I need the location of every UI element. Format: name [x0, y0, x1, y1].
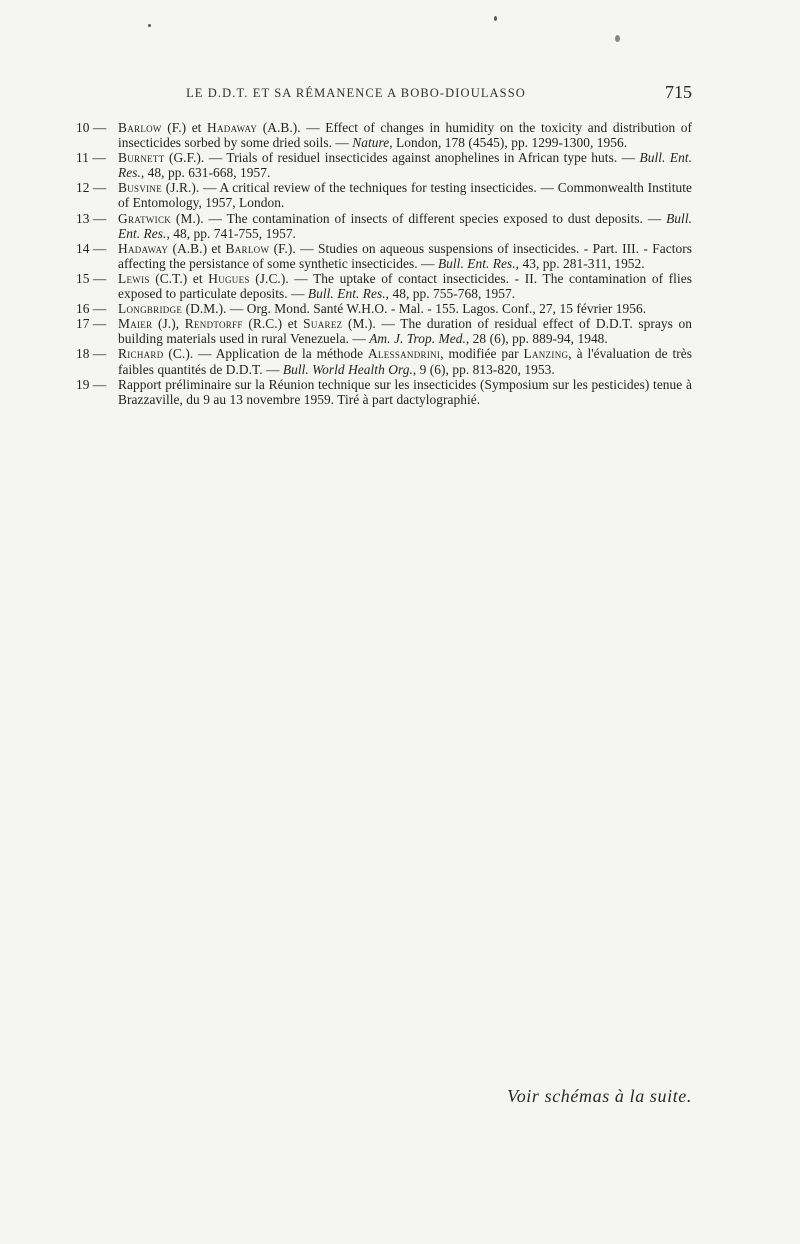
reference-title: — The uptake of contact insecticides. - II. The contamination of flies exposed to particulate deposits. — [118, 270, 692, 302]
journal-name: Nature [352, 135, 390, 151]
page-number: 715 [665, 82, 692, 102]
reference-title: Rapport préliminaire sur la Réunion technique sur les insecticides (Symposium sur les pesticides) tenue à Brazzaville, du 9 au 13 novembre 1959. Tiré à part dactylographié. [118, 376, 692, 407]
journal-name: Bull. Ent. Res. [437, 255, 516, 271]
reference-title: — Application de la méthode [193, 346, 368, 362]
reference-title: — Studies on aqueous suspensions of insecticides. - Part. III. - Factors affecting the persistance of some synthetic insecticides. — [118, 240, 692, 271]
reference-number: 19 — [76, 376, 107, 392]
author-name: Gratwick [118, 210, 172, 226]
reference-title: — A critical review of the techniques for testing insecticides. — Commonwealth Institute of Entomology, 1957, London. [118, 180, 692, 211]
reference-title-continued: , à l'évaluation de très faibles quantités de D.D.T. — [118, 346, 692, 377]
author-initials: (C.). [163, 346, 194, 362]
reference-number: 10 — [76, 120, 107, 135]
author-name: Suarez [303, 316, 343, 332]
reference-title: — The contamination of insects of different species exposed to dust deposits. — [203, 210, 667, 226]
reference-item [76, 120, 692, 150]
publication-details: , 28 (6), pp. 889-94, 1948. [465, 331, 608, 347]
author-initials: (F.). [269, 240, 296, 256]
reference-title: — The duration of residual effect of D.D.T. sprays on building materials used in rural Venezuela. — [118, 316, 693, 347]
publication-details: , 9 (6), pp. 813-820, 1953. [412, 361, 555, 377]
publication-details: , 48, pp. 741-755, 1957. [166, 225, 296, 241]
continuation-note: Voir schémas à la suite. [507, 1086, 692, 1106]
author-initials: (M.). [342, 316, 376, 332]
author-name: Hadaway [118, 240, 169, 256]
author-name: Barlow [118, 120, 162, 135]
reference-number: 13 — [76, 210, 107, 226]
reference-number: 16 — [76, 301, 107, 317]
reference-title: — Org. Mond. Santé W.H.O. - Mal. - 155. Lagos. Conf., 27, 15 février 1956. [226, 301, 647, 317]
journal-name: Bull. Ent. Res. [307, 286, 386, 302]
reference-item [76, 271, 692, 301]
running-title: LE D.D.T. ET SA RÉMANENCE A BOBO-DIOULASSO [186, 86, 526, 100]
author-name: Burnett [118, 150, 165, 166]
author-name: Busvine [118, 180, 163, 196]
reference-item [76, 150, 692, 180]
author-initials: (C.T.) et [149, 270, 209, 286]
reference-title-continued: , modifiée par [440, 346, 524, 362]
reference-item [76, 301, 692, 316]
print-speck [148, 24, 151, 27]
journal-name: Bull. Ent. Res. [118, 210, 692, 241]
author-name: Longbridge [118, 301, 183, 317]
reference-list [76, 120, 692, 407]
reference-title: — Effect of changes in humidity on the toxicity and distribution of insecticides sorbed by some dried soils. — [118, 120, 693, 151]
author-initials: (J.R.). [162, 180, 200, 196]
reference-title: — Trials of residuel insecticides against anophelines in African type huts. — [204, 150, 640, 166]
reference-number: 18 — [76, 346, 107, 362]
author-initials: (J.C.). [249, 270, 289, 286]
print-speck [494, 16, 497, 21]
author-initials: (R.C.) et [242, 316, 304, 332]
print-speck [615, 35, 620, 42]
author-initials: (D.M.). [182, 301, 227, 317]
reference-number: 15 — [76, 270, 107, 286]
author-initials: (A.B.). [257, 120, 301, 135]
author-initials: (F.) et [161, 120, 208, 135]
method-author-name: Alessandrini [367, 346, 441, 362]
publication-details: , London, 178 (4545), pp. 1299-1300, 1956. [389, 135, 628, 151]
reference-number: 12 — [76, 180, 107, 196]
reference-number: 11 — [76, 150, 106, 166]
author-initials: (G.F.). [164, 150, 205, 166]
publication-details: , 48, pp. 755-768, 1957. [385, 286, 516, 302]
reference-item [76, 346, 692, 376]
reference-item [76, 241, 692, 271]
method-author-name: Lanzing [523, 346, 569, 362]
author-initials: (M.). [171, 210, 204, 226]
journal-name: Am. J. Trop. Med. [369, 331, 466, 347]
author-name: Hadaway [207, 120, 258, 135]
author-name: Rendtorff [184, 316, 243, 332]
journal-name: Bull. Ent. Res. [118, 150, 692, 181]
author-initials: (J.), [152, 316, 185, 332]
author-name: Lewis [118, 270, 150, 286]
author-name: Barlow [225, 240, 270, 256]
reference-item [76, 377, 692, 407]
author-name: Maier [118, 316, 153, 332]
author-initials: (A.B.) et [168, 240, 226, 256]
running-header [80, 84, 692, 106]
reference-item [76, 180, 692, 210]
publication-details: , 43, pp. 281-311, 1952. [515, 255, 645, 271]
reference-item [76, 211, 692, 241]
publication-details: , 48, pp. 631-668, 1957. [140, 165, 271, 181]
reference-number: 17 — [76, 316, 107, 332]
reference-item [76, 316, 692, 346]
author-name: Hugues [208, 270, 250, 286]
journal-name: Bull. World Health Org. [282, 361, 413, 377]
reference-number: 14 — [76, 240, 107, 256]
author-name: Richard [118, 346, 164, 362]
